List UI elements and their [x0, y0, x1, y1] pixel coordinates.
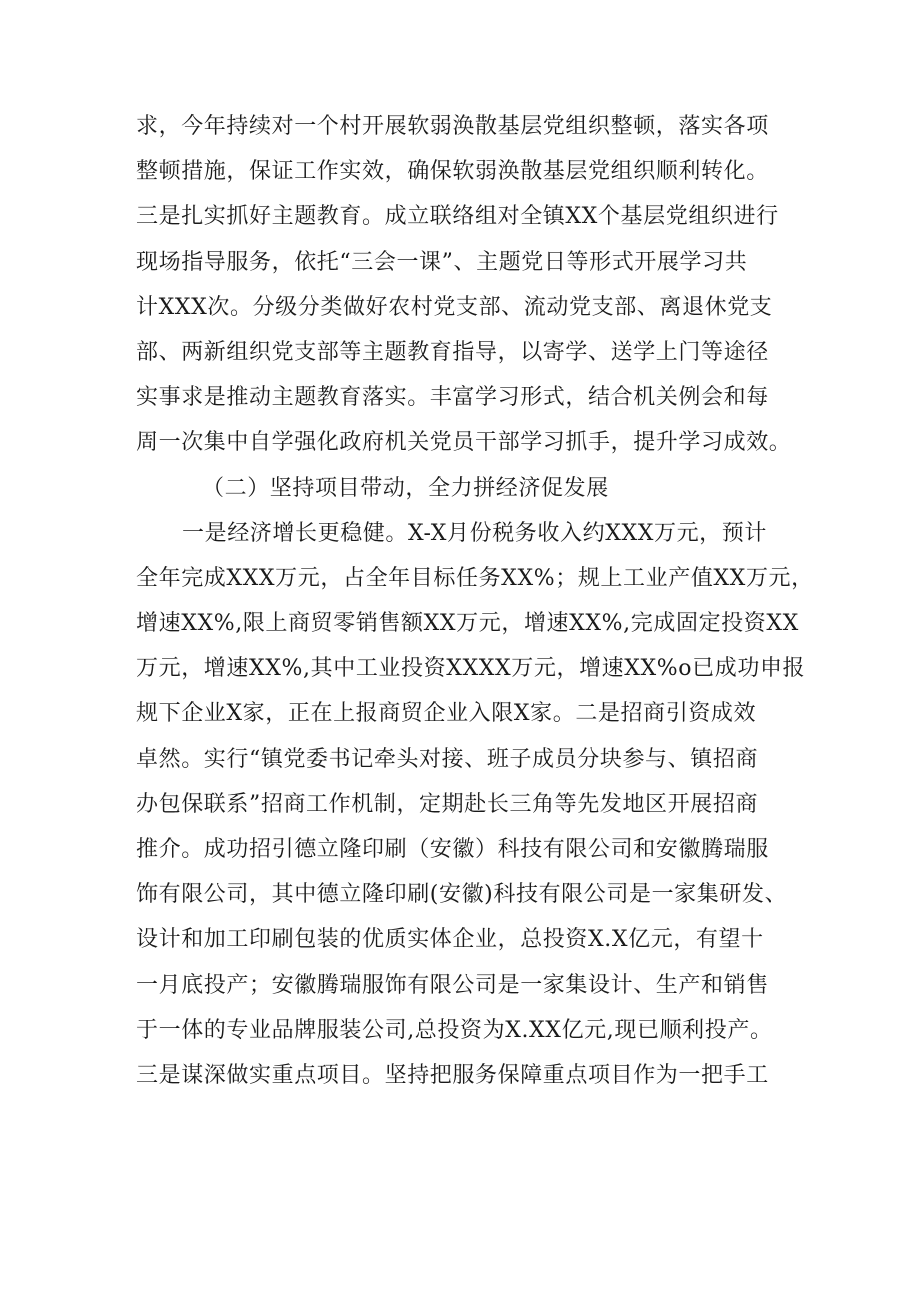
text-line: 办包保联系”招商工作机制，定期赴长三角等先发地区开展招商 [136, 791, 759, 817]
text-line: 全年完成XXX万元，占全年目标任务XX%；规上工业产值XX万元， [136, 565, 814, 591]
text-line: 实事求是推动主题教育落实。丰富学习形式，结合机关例会和每 [136, 385, 769, 411]
text-line: 设计和加工印刷包装的优质实体企业，总投资X.X亿元，有望十 [136, 927, 764, 953]
text-line: 求，今年持续对一个村开展软弱涣散基层党组织整顿，落实各项 [136, 114, 769, 139]
text-line: 部、两新组织党支部等主题教育指导，以寄学、送学上门等途径 [136, 339, 769, 365]
text-line: 三是扎实抓好主题教育。成立联络组对全镇XX个基层党组织进行 [136, 204, 779, 230]
text-line: 饰有限公司，其中德立隆印刷(安徽)科技有限公司是一家集研发、 [136, 882, 788, 908]
section-heading: （二）坚持项目带动，全力拼经济促发展 [202, 475, 609, 501]
text-line: 卓然。实行“镇党委书记牵头对接、班子成员分块参与、镇招商 [136, 746, 759, 772]
text-line: 现场指导服务，依托“三会一课”、主题党日等形式开展学习共 [136, 249, 748, 275]
text-line: 一月底投产；安徽腾瑞服饰有限公司是一家集设计、生产和销售 [136, 972, 769, 998]
text-line: 增速XX%,限上商贸零销售额XX万元，增速XX%,完成固定投资XX [136, 611, 799, 637]
text-line: 于一体的专业品牌服装公司,总投资为X.XX亿元,现已顺利投产。 [136, 1017, 773, 1043]
text-line: 三是谋深做实重点项目。坚持把服务保障重点项目作为一把手工 [136, 1062, 769, 1088]
text-line: 整顿措施，保证工作实效，确保软弱涣散基层党组织顺利转化。 [136, 159, 769, 185]
body-text [136, 104, 816, 1098]
text-line: 万元，增速XX%,其中工业投资XXXX万元，增速XX%o已成功申报 [136, 656, 806, 682]
text-line: 推介。成功招引德立隆印刷（安徽）科技有限公司和安徽腾瑞服 [136, 837, 769, 862]
text-line: 周一次集中自学强化政府机关党员干部学习抓手，提升学习成效。 [136, 430, 792, 456]
text-line: 一是经济增长更稳健。X-X月份税务收入约XXX万元，预计 [182, 520, 767, 546]
text-line: 计XXX次。分级分类做好农村党支部、流动党支部、离退休党支 [136, 294, 773, 320]
text-line: 规下企业X家，正在上报商贸企业入限X家。二是招商引资成效 [136, 701, 757, 727]
